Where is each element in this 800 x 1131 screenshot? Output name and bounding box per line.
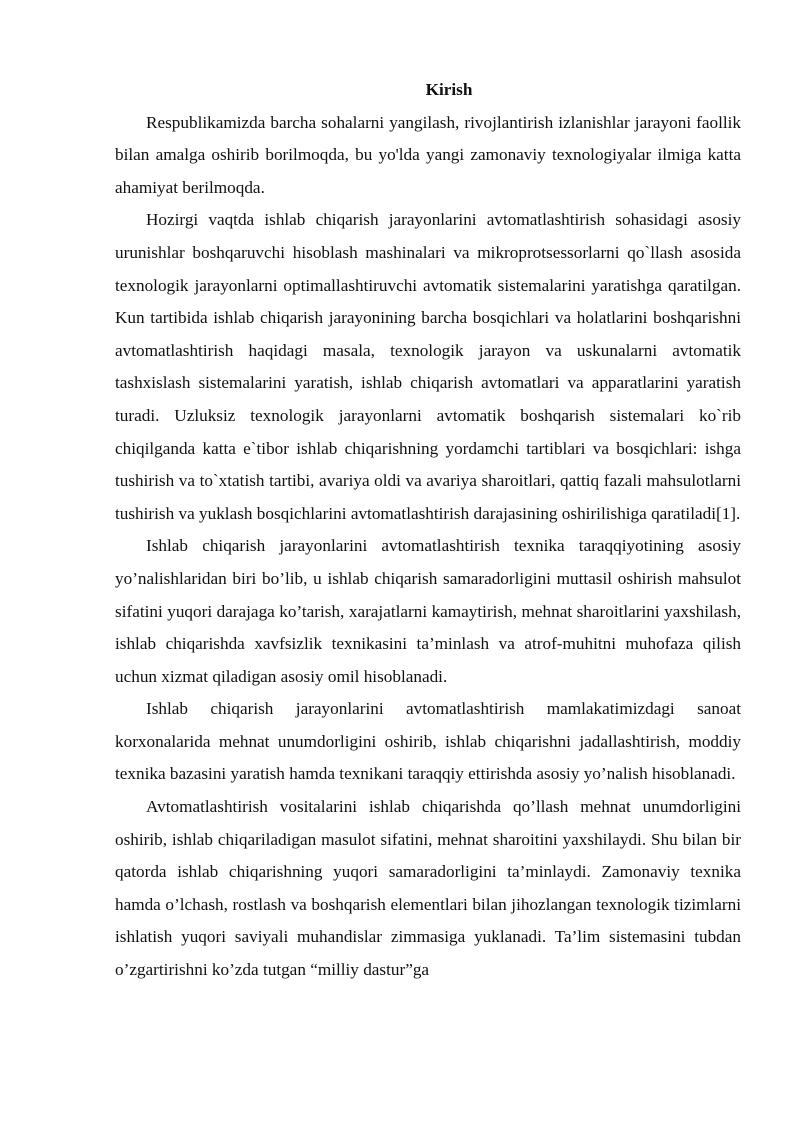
document-page xyxy=(115,74,741,987)
paragraph-4: Ishlab chiqarish jarayonlarini avtomatlashtirish mamlakatimizdagi sanoat korxonalarida mehnat unumdorligini oshirib, ishlab chiqarishni jadallashtirish, moddiy texnika bazasini yaratish hamda texnikani taraqqiy ettirishda asosiy yo’nalish hisoblanadi. xyxy=(115,699,741,784)
paragraph-1: Respublikamizda barcha sohalarni yangilash, rivojlantirish izlanishlar jarayoni faollik bilan amalga oshirib borilmoqda, bu yo'lda yangi zamonaviy texnologiyalar ilmiga katta ahamiyat berilmoqda. xyxy=(115,112,741,197)
document-title: Kirish xyxy=(425,80,473,99)
paragraph-3: Ishlab chiqarish jarayonlarini avtomatlashtirish texnika taraqqiyotining asosiy yo’nalishlaridan biri bo’lib, u ishlab chiqarish samaradorligini muttasil oshirish mahsulot sifatini yuqori darajaga ko’tarish, xarajatlarni kamaytirish, mehnat sharoitlarini yaxshilash, ishlab chiqarishda xavfsizlik texnikasini ta’minlash va atrof-muhitni muhofaza qilish uchun xizmat qiladigan asosiy omil hisoblanadi. xyxy=(115,536,741,686)
paragraph-5: Avtomatlashtirish vositalarini ishlab chiqarishda qo’llash mehnat unumdorligini oshirib, ishlab chiqariladigan masulot sifatini, mehnat sharoitini yaxshilaydi. Shu bilan bir qatorda ishlab chiqarishning yuqori samaradorligini ta’minlaydi. Zamonaviy texnika hamda o’lchash, rostlash va boshqarish elementlari bilan jihozlangan texnologik tizimlarni ishlatish yuqori saviyali muhandislar zimmasiga yuklanadi. Ta’lim sistemasini tubdan o’zgartirishni ko’zda tutgan “milliy dastur”ga xyxy=(115,797,741,980)
paragraph-2: Hozirgi vaqtda ishlab chiqarish jarayonlarini avtomatlashtirish sohasidagi asosiy urunishlar boshqaruvchi hisoblash mashinalari va mikroprotsessorlarni qo`llash asosida texnologik jarayonlarni optimallashtiruvchi avtomatik sistemalarini yaratishga qaratilgan. Kun tartibida ishlab chiqarish jarayonining barcha bosqichlari va holatlarini boshqarishni avtomatlashtirish haqidagi masala, texnologik jarayon va uskunalarni avtomatik tashxislash sistemalarini yaratish, ishlab chiqarish avtomatlari va apparatlarini yaratish turadi. Uzluksiz texnologik jarayonlarni avtomatik boshqarish sistemalari ko`rib chiqilganda katta e`tibor ishlab chiqarishning yordamchi tartiblari va bosqichlari: ishga tushirish va to`xtatish tartibi, avariya oldi va avariya sharoitlari, qattiq fazali mahsulotlarni tushirish va yuklash bosqichlarini avtomatlashtirish darajasining oshirilishiga qaratiladi[1]. xyxy=(115,210,741,523)
